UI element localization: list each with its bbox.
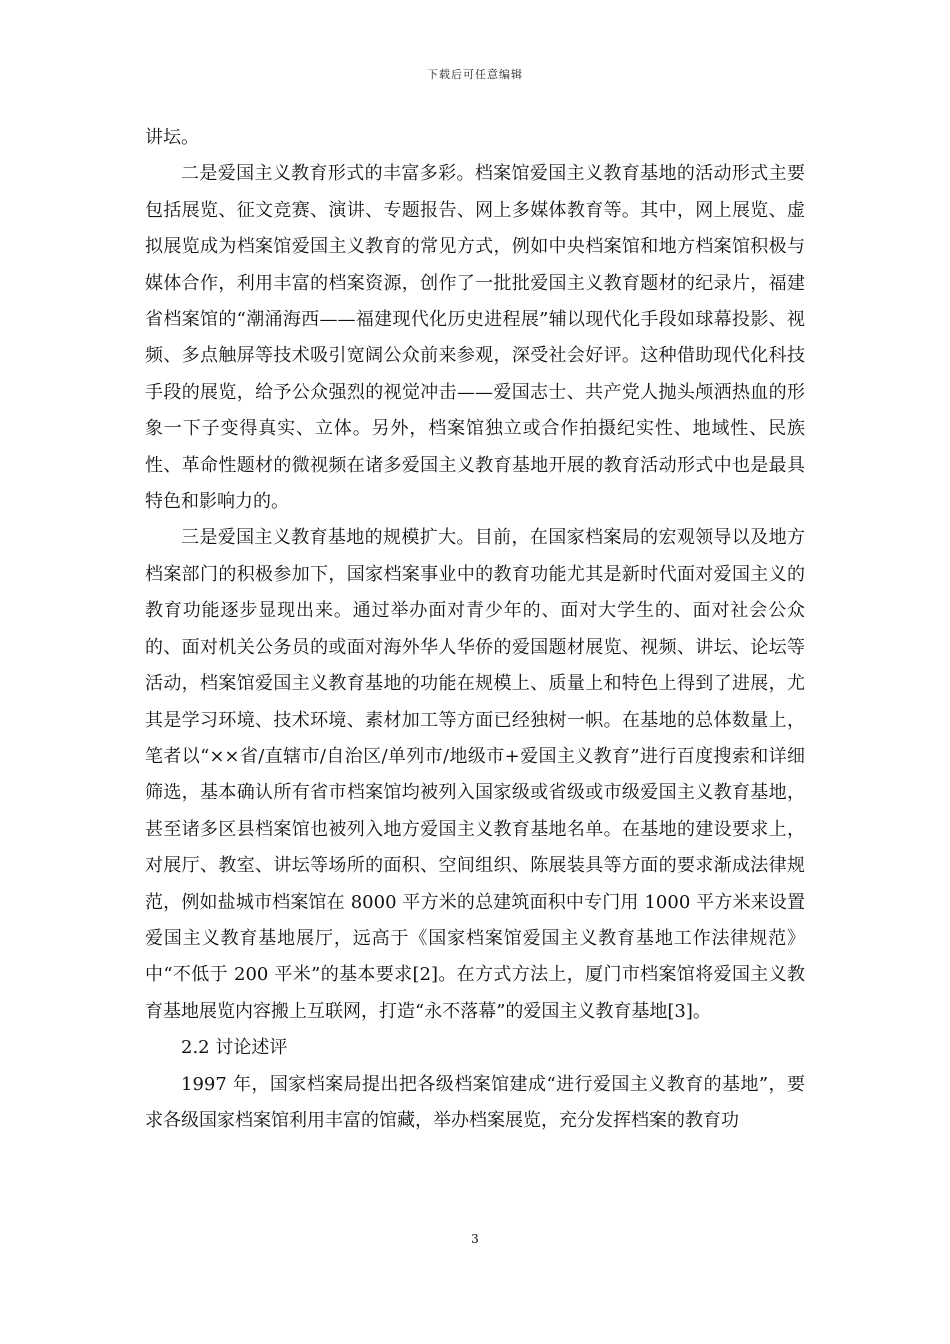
document-body <box>145 120 805 1139</box>
paragraph-education-forms: 二是爱国主义教育形式的丰富多彩。档案馆爱国主义教育基地的活动形式主要包括展览、征文竞赛、演讲、专题报告、网上多媒体教育等。其中，网上展览、虚拟展览成为档案馆爱国主义教育的常见方式，例如中央档案馆和地方档案馆积极与媒体合作，利用丰富的档案资源，创作了一批批爱国主义教育题材的纪录片，福建省档案馆的“潮涌海西——福建现代化历史进程展”辅以现代化手段如球幕投影、视频、多点触屏等技术吸引宽阔公众前来参观，深受社会好评。这种借助现代化科技手段的展览，给予公众强烈的视觉冲击——爱国志士、共产党人抛头颅洒热血的形象一下子变得真实、立体。另外，档案馆独立或合作拍摄纪实性、地域性、民族性、革命性题材的微视频在诸多爱国主义教育基地开展的教育活动形式中也是最具特色和影响力的。 <box>145 163 805 513</box>
page-number: 3 <box>471 1232 479 1246</box>
section-heading: 2.2 讨论述评 <box>181 1037 288 1059</box>
paragraph-base-scale: 三是爱国主义教育基地的规模扩大。目前，在国家档案局的宏观领导以及地方档案部门的积极参加下，国家档案事业中的教育功能尤其是新时代面对爱国主义的教育功能逐步显现出来。通过举办面对青少年的、面对大学生的、面对社会公众的、面对机关公务员的或面对海外华人华侨的爱国题材展览、视频、讲坛、论坛等活动，档案馆爱国主义教育基地的功能在规模上、质量上和特色上得到了进展，尤其是学习环境、技术环境、素材加工等方面已经独树一帜。在基地的总体数量上，笔者以“××省/直辖市/自治区/单列市/地级市+爱国主义教育”进行百度搜索和详细筛选，基本确认所有省市档案馆均被列入国家级或省级或市级爱国主义教育基地，甚至诸多区县档案馆也被列入地方爱国主义教育基地名单。在基地的建设要求上，对展厅、教室、讲坛等场所的面积、空间组织、陈展装具等方面的要求渐成法律规范，例如盐城市档案馆在 8000 平方米的总建筑面积中专门用 1000 平方米来设置爱国主义教育基地展厅，远高于《国家档案馆爱国主义教育基地工作法律规范》中“不低于 200 平米”的基本要求[2]。在方式方法上，厦门市档案馆将爱国主义教育基地展览内容搬上互联网，打造“永不落幕”的爱国主义教育基地[3]。 <box>145 527 805 1022</box>
page-header-note: 下载后可任意编辑 <box>427 68 523 81</box>
paragraph-discussion: 1997 年，国家档案局提出把各级档案馆建成“进行爱国主义教育的基地”，要求各级国家档案馆利用丰富的馆藏，举办档案展览，充分发挥档案的教育功 <box>145 1073 805 1131</box>
paragraph-continuation: 讲坛。 <box>145 127 199 148</box>
